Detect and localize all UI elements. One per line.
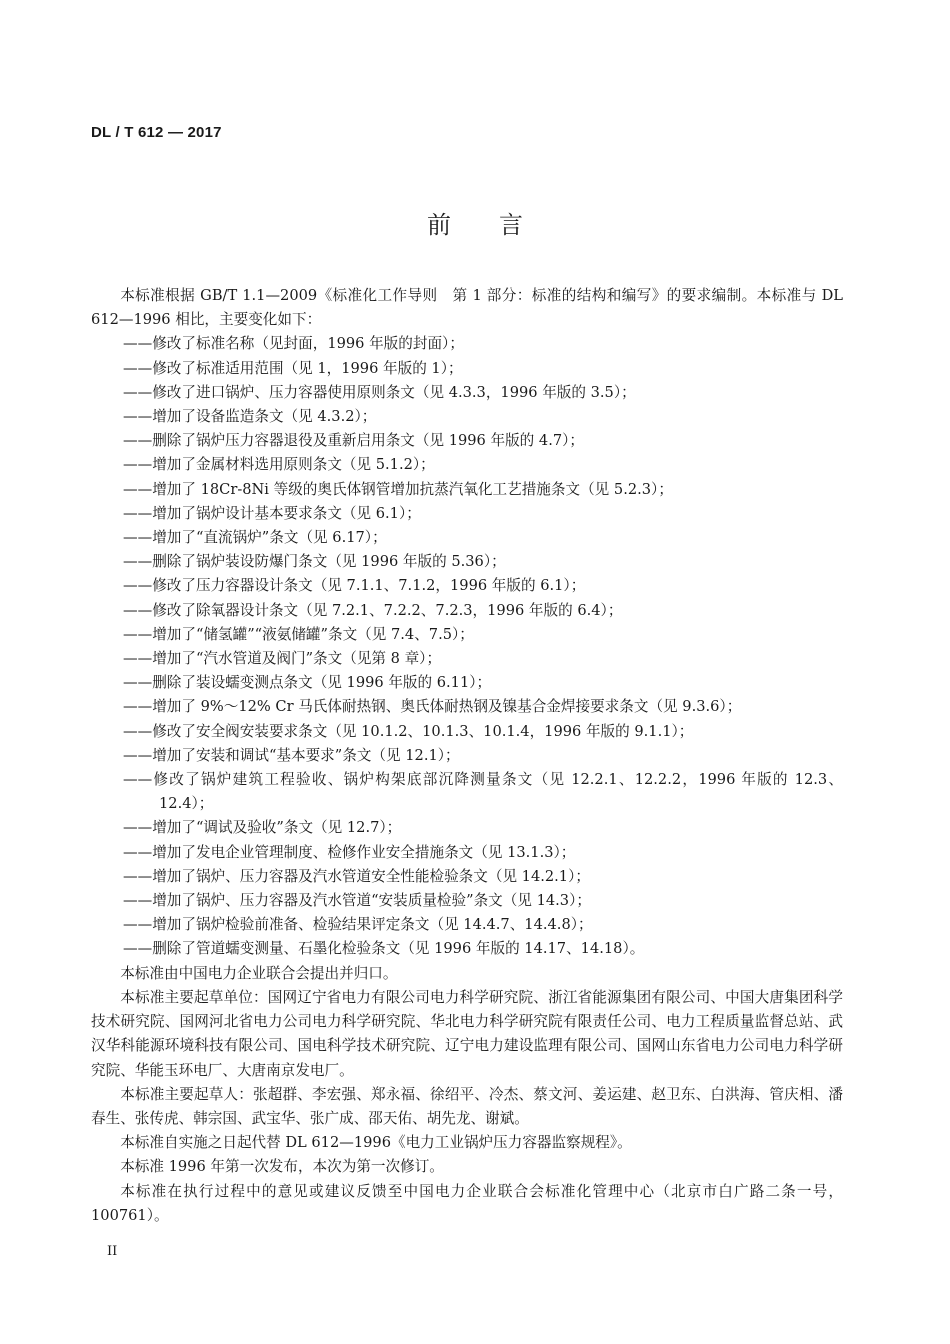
change-item: ——删除了锅炉压力容器退役及重新启用条文（见 1996 年版的 4.7）； bbox=[123, 432, 584, 450]
page-number: II bbox=[107, 1244, 118, 1259]
change-item: ——增加了锅炉设计基本要求条文（见 6.1）； bbox=[123, 504, 421, 522]
replaces-paragraph: 本标准自实施之日起代替 DL 612—1996《电力工业锅炉压力容器监察规程》。 bbox=[120, 1134, 632, 1152]
change-item: ——修改了除氧器设计条文（见 7.2.1、7.2.2、7.2.3，1996 年版的 6.4）； bbox=[123, 601, 623, 619]
change-item: ——修改了锅炉建筑工程验收、锅炉构架底部沉降测量条文（见 12.2.1、12.2.2，1996 年版的 12.3、12.4）； bbox=[123, 771, 843, 813]
change-item: ——增加了锅炉、压力容器及汽水管道“安装质量检验”条文（见 14.3）； bbox=[123, 892, 591, 910]
change-item: ——删除了装设蠕变测点条文（见 1996 年版的 6.11）； bbox=[123, 674, 492, 692]
change-item: ——修改了进口锅炉、压力容器使用原则条文（见 4.3.3，1996 年版的 3.5）； bbox=[123, 383, 636, 401]
history-paragraph: 本标准 1996 年第一次发布，本次为第一次修订。 bbox=[120, 1158, 444, 1176]
standard-code-header: DL / T 612 — 2017 bbox=[91, 124, 222, 141]
change-item: ——增加了“直流锅炉”条文（见 6.17）； bbox=[123, 529, 387, 547]
drafting-units-paragraph: 本标准主要起草单位：国网辽宁省电力有限公司电力科学研究院、浙江省能源集团有限公司、中国大唐集团科学技术研究院、国网河北省电力公司电力科学研究院、华北电力科学研究院有限责任公司、电力工程质量监督总站、武汉华科能源环境科技有限公司、国电科学技术研究院、辽宁电力建设监理有限公司、国网山东省电力公司电力科学研究院、华能玉环电厂、大唐南京发电厂。 bbox=[91, 988, 843, 1079]
change-item: ——修改了标准名称（见封面，1996 年版的封面）； bbox=[123, 335, 464, 353]
intro-paragraph: 本标准根据 GB/T 1.1—2009《标准化工作导则 第 1 部分：标准的结构和编写》的要求编制。本标准与 DL 612—1996 相比，主要变化如下： bbox=[91, 287, 843, 329]
change-item: ——增加了 9%～12% Cr 马氏体耐热钢、奥氏体耐热钢及镍基合金焊接要求条文（见 9.3.6）； bbox=[123, 698, 742, 716]
change-item: ——增加了安装和调试“基本要求”条文（见 12.1）； bbox=[123, 746, 460, 764]
change-item: ——修改了压力容器设计条文（见 7.1.1、7.1.2，1996 年版的 6.1）； bbox=[123, 577, 586, 595]
page-title: 前 言 bbox=[427, 211, 523, 239]
change-item: ——修改了安全阀安装要求条文（见 10.1.2、10.1.3、10.1.4，1996 年版的 9.1.1）； bbox=[123, 722, 694, 740]
changes-list bbox=[91, 332, 843, 961]
change-item: ——删除了管道蠕变测量、石墨化检验条文（见 1996 年版的 14.17、14.18）。 bbox=[123, 940, 645, 958]
drafters-paragraph: 本标准主要起草人：张超群、李宏强、郑永福、徐绍平、冷杰、蔡文河、姜运建、赵卫东、白洪海、管庆相、潘春生、张传虎、韩宗国、武宝华、张广成、邵天佑、胡先龙、谢斌。 bbox=[91, 1085, 843, 1127]
change-item: ——增加了“汽水管道及阀门”条文（见第 8 章）； bbox=[123, 650, 442, 668]
change-item: ——修改了标准适用范围（见 1，1996 年版的 1）； bbox=[123, 359, 463, 377]
change-item: ——删除了锅炉装设防爆门条文（见 1996 年版的 5.36）； bbox=[123, 553, 506, 571]
change-item: ——增加了锅炉、压力容器及汽水管道安全性能检验条文（见 14.2.1）； bbox=[123, 867, 590, 885]
change-item: ——增加了发电企业管理制度、检修作业安全措施条文（见 13.1.3）； bbox=[123, 843, 576, 861]
change-item: ——增加了“储氢罐”“液氨储罐”条文（见 7.4、7.5）； bbox=[123, 625, 474, 643]
change-item: ——增加了金属材料选用原则条文（见 5.1.2）； bbox=[123, 456, 435, 474]
foreword-body bbox=[91, 284, 843, 1228]
change-item: ——增加了 18Cr-8Ni 等级的奥氏体钢管增加抗蒸汽氧化工艺措施条文（见 5.2.3）； bbox=[123, 480, 673, 498]
change-item: ——增加了设备监造条文（见 4.3.2）； bbox=[123, 408, 377, 426]
feedback-paragraph: 本标准在执行过程中的意见或建议反馈至中国电力企业联合会标准化管理中心（北京市白广路二条一号，100761）。 bbox=[91, 1182, 843, 1224]
change-item: ——增加了“调试及验收”条文（见 12.7）； bbox=[123, 819, 402, 837]
change-item: ——增加了锅炉检验前准备、检验结果评定条文（见 14.4.7、14.4.8）； bbox=[123, 916, 593, 934]
proposer-paragraph: 本标准由中国电力企业联合会提出并归口。 bbox=[120, 964, 398, 982]
